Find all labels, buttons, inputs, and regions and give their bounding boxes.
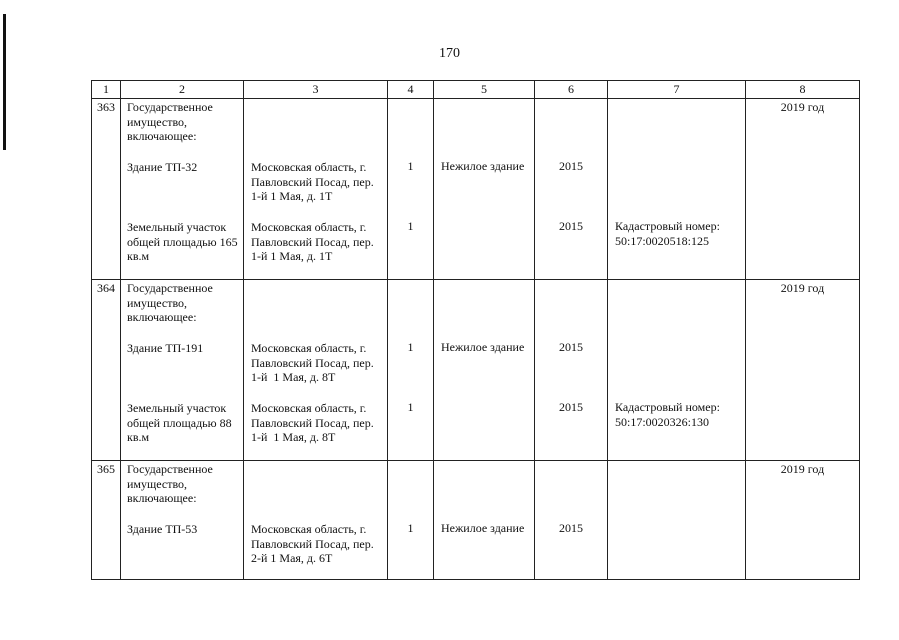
item-year: 2015 [535, 159, 608, 219]
table-row [92, 400, 860, 461]
item-year: 2015 [535, 400, 608, 461]
page-number: 170 [439, 46, 460, 61]
entry-year: 2019 год [746, 461, 860, 522]
item-type: Нежилое здание [434, 159, 535, 219]
item-quantity: 1 [388, 400, 434, 461]
item-name: Здание ТП-191 [121, 340, 244, 400]
item-address: Московская область, г. Павловский Посад, пер. 1-й 1 Мая, д. 8Т [244, 340, 388, 400]
entry-number: 363 [92, 99, 121, 160]
column-header: 7 [608, 81, 746, 99]
item-quantity: 1 [388, 159, 434, 219]
item-year: 2015 [535, 521, 608, 580]
table-row [92, 99, 860, 160]
table-row [92, 521, 860, 580]
scan-edge-mark [3, 14, 6, 150]
column-header: 3 [244, 81, 388, 99]
item-address: Московская область, г. Павловский Посад, пер. 2-й 1 Мая, д. 6Т [244, 521, 388, 580]
entry-year: 2019 год [746, 280, 860, 341]
column-header: 5 [434, 81, 535, 99]
property-register-table [91, 80, 860, 580]
item-type [434, 400, 535, 461]
item-note [608, 340, 746, 400]
item-name: Земельный участок общей площадью 165 кв.м [121, 219, 244, 280]
item-quantity: 1 [388, 340, 434, 400]
item-address: Московская область, г. Павловский Посад, пер. 1-й 1 Мая, д. 8Т [244, 400, 388, 461]
item-note [608, 521, 746, 580]
item-type: Нежилое здание [434, 340, 535, 400]
item-address: Московская область, г. Павловский Посад, пер. 1-й 1 Мая, д. 1Т [244, 219, 388, 280]
entry-number: 365 [92, 461, 121, 522]
entry-title: Государственное имущество, включающее: [121, 99, 244, 160]
column-header: 1 [92, 81, 121, 99]
column-header: 8 [746, 81, 860, 99]
column-header: 2 [121, 81, 244, 99]
item-year: 2015 [535, 219, 608, 280]
column-header: 6 [535, 81, 608, 99]
item-note: Кадастровый номер: 50:17:0020518:125 [608, 219, 746, 280]
item-type [434, 219, 535, 280]
item-quantity: 1 [388, 521, 434, 580]
table-row [92, 461, 860, 522]
entry-title: Государственное имущество, включающее: [121, 461, 244, 522]
table-row [92, 159, 860, 219]
entry-title: Государственное имущество, включающее: [121, 280, 244, 341]
entry-number: 364 [92, 280, 121, 341]
item-year: 2015 [535, 340, 608, 400]
item-name: Здание ТП-32 [121, 159, 244, 219]
entry-year: 2019 год [746, 99, 860, 160]
item-note: Кадастровый номер: 50:17:0020326:130 [608, 400, 746, 461]
item-name: Земельный участок общей площадью 88 кв.м [121, 400, 244, 461]
item-type: Нежилое здание [434, 521, 535, 580]
item-quantity: 1 [388, 219, 434, 280]
table-row [92, 219, 860, 280]
table-row [92, 280, 860, 341]
column-header: 4 [388, 81, 434, 99]
table-row [92, 340, 860, 400]
column-number-row [92, 81, 860, 99]
item-name: Здание ТП-53 [121, 521, 244, 580]
item-address: Московская область, г. Павловский Посад, пер. 1-й 1 Мая, д. 1Т [244, 159, 388, 219]
item-note [608, 159, 746, 219]
